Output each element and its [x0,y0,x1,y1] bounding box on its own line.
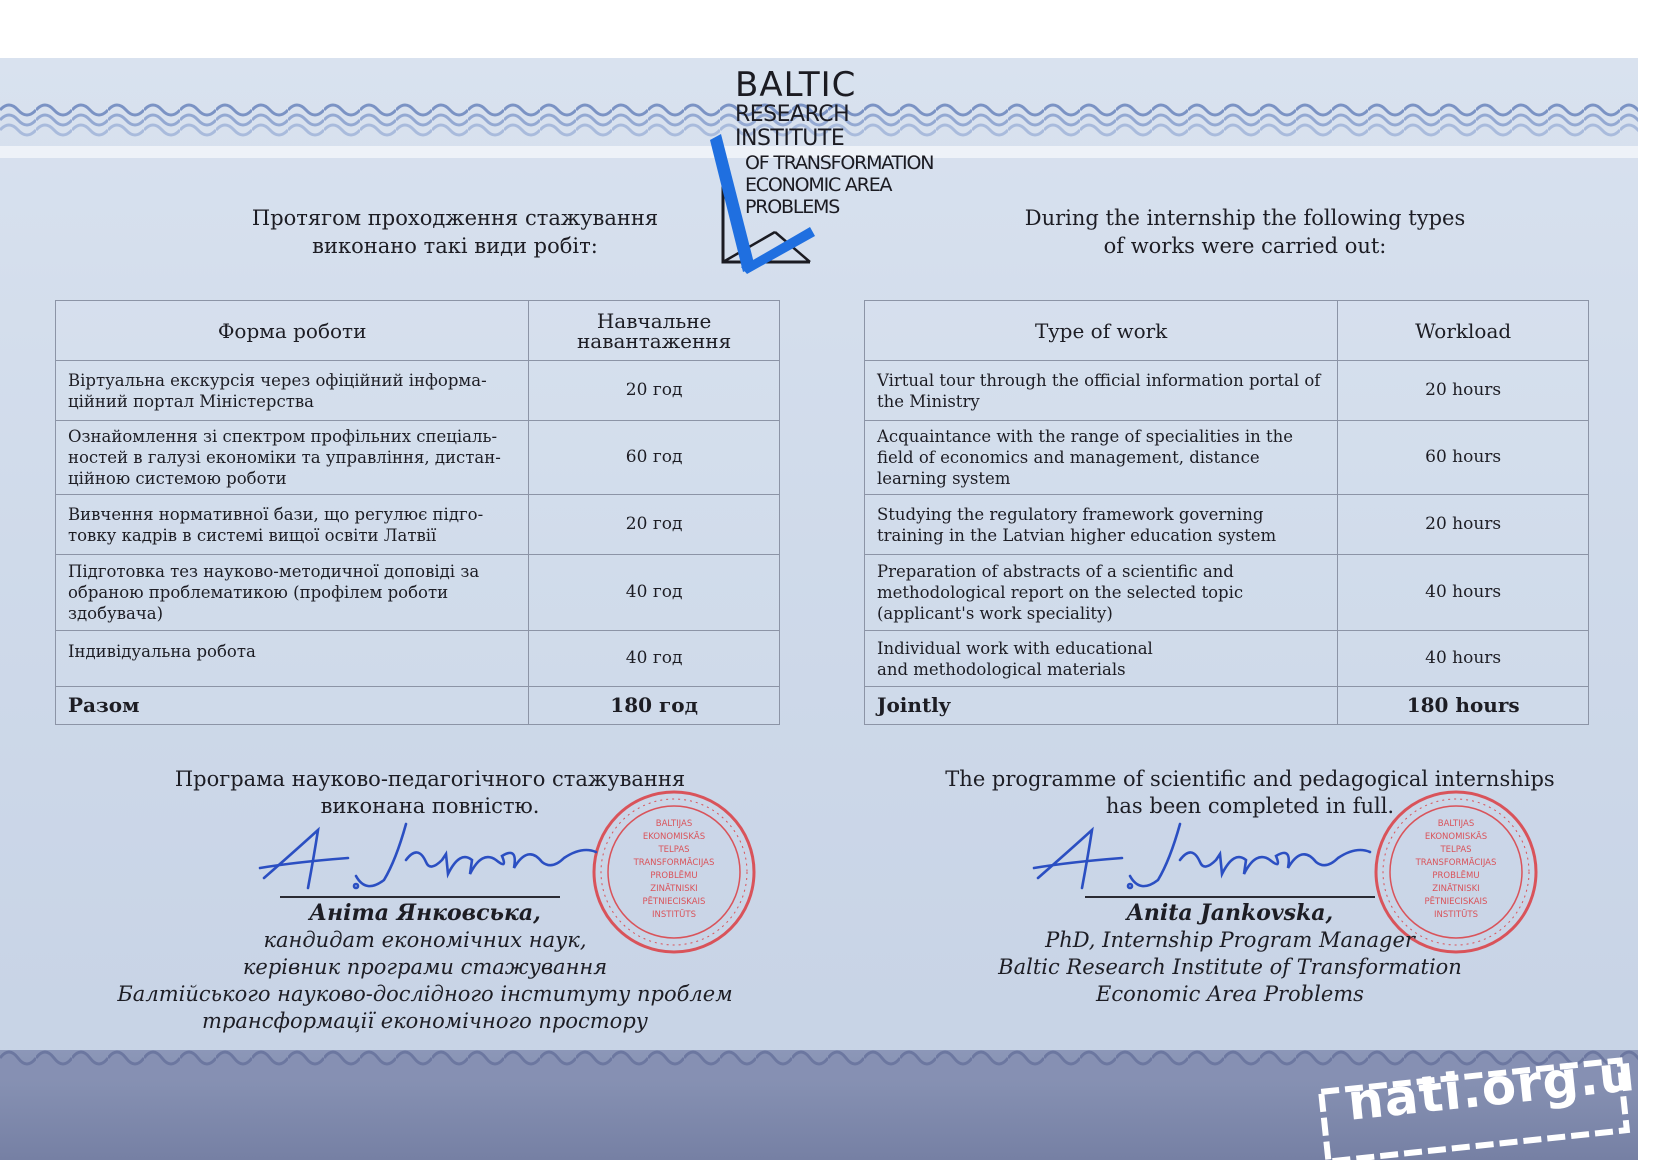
logo-line-6: PROBLEMS [745,196,840,218]
row-5-description [865,631,1338,687]
row-1-line-1: Virtual tour through the official information portal of [877,370,1321,390]
right-signer-role-3: Economic Area Problems [1096,982,1364,1006]
total-label: Jointly [865,687,1338,725]
left-completion-line-1: Програма науково-педагогічного стажування [174,767,686,791]
right-handwritten-signature [1030,810,1380,900]
stamp-line-6: ZINĀTNISKI [650,884,698,894]
table-row [865,421,1589,495]
row-1-line-2: ційний портал Міністерства [68,391,314,411]
row-5-workload: 40 год [529,631,780,687]
left-handwritten-signature [256,810,606,900]
top-margin [0,0,1638,58]
left-intro-heading [130,204,780,260]
right-completion-line-1: The programme of scientific and pedagogical internships [945,767,1555,791]
header-work-form: Форма роботи [56,301,529,361]
row-2-line-2: field of economics and management, distance [877,448,1260,467]
stamp-line-8: INSTITŪTS [652,910,696,920]
right-completion-line-2: has been completed in full. [1105,794,1395,818]
table-row [865,631,1589,687]
stamp-line-1: BALTIJAS [1437,819,1475,829]
table-row [56,361,780,421]
row-2-line-1: Ознайомлення зі спектром профільних спеціаль- [68,427,498,446]
header-workload [529,301,780,361]
logo-line-3: INSTITUTE [735,126,845,151]
stamp-line-1: BALTIJAS [655,819,693,829]
row-2-line-2: ностей в галузі економіки та управління, дистан- [68,448,501,467]
stamp-line-5: PROBLĒMU [1432,871,1480,881]
left-intro-line-2: виконано такі види робіт: [312,234,598,258]
logo-line-5: ECONOMIC AREA [745,174,892,196]
row-2-description [56,421,529,495]
row-3-line-1: Вивчення нормативної бази, що регулює підго- [68,504,484,524]
right-signer-role-2: Baltic Research Institute of Transformation [998,955,1462,979]
table-row [56,555,780,631]
row-5-workload: 40 hours [1338,631,1589,687]
stamp-line-4: TRANSFORMĀCIJAS [633,858,715,868]
header-type-of-work: Type of work [865,301,1338,361]
right-intro-line-2: of works were carried out: [1103,234,1387,258]
row-3-description [865,495,1338,555]
row-1-description [56,361,529,421]
row-3-workload: 20 год [529,495,780,555]
stamp-line-7: PĒTNIECISKAIS [642,897,706,907]
row-5-description [56,631,529,687]
left-signer-name: Аніта Янковська, [309,900,541,926]
left-completion-line-2: виконана повністю. [320,794,540,818]
right-intro-heading [920,204,1570,260]
logo-line-4: OF TRANSFORMATION [745,152,934,174]
left-signer-role-3: Балтійського науково-дослідного інституту проблем [117,982,733,1006]
left-signer-role-4: трансформації економічного простору [202,1009,648,1033]
row-4-line-1: Підготовка тез науково-методичної доповіді за [68,562,480,581]
row-4-line-2: обраною проблематикою (профілем роботи [68,583,449,602]
left-signer-block [90,900,760,1035]
table-row [56,421,780,495]
row-3-description [56,495,529,555]
row-3-line-1: Studying the regulatory framework governing [877,504,1264,524]
stamp-line-6: ZINĀTNISKI [1432,884,1480,894]
row-4-line-3: (applicant's work speciality) [877,604,1113,623]
row-3-line-2: training in the Latvian higher education system [877,525,1277,545]
table-row [56,495,780,555]
table-row [865,495,1589,555]
right-signer-role-1: PhD, Internship Program Manager [1045,928,1415,952]
row-1-workload: 20 год [529,361,780,421]
table-row [56,631,780,687]
table-header-row [865,301,1589,361]
row-4-workload: 40 hours [1338,555,1589,631]
stamp-line-5: PROBLĒMU [650,871,698,881]
row-4-description [56,555,529,631]
row-2-workload: 60 hours [1338,421,1589,495]
table-header-row [56,301,780,361]
header-workload-text: Навчальне навантаження [576,308,732,353]
stamp-line-2: EKONOMISKĀS [642,832,706,842]
row-2-line-3: ційною системою роботи [68,469,287,488]
header-workload: Workload [1338,301,1589,361]
total-label: Разом [56,687,529,725]
row-3-workload: 20 hours [1338,495,1589,555]
row-5-line-1: Індивідуальна робота [68,642,256,661]
row-1-description [865,361,1338,421]
row-5-line-1: Individual work with educational [877,638,1153,658]
logo-line-1: BALTIC [735,65,857,105]
stamp-line-8: INSTITŪTS [1434,910,1478,920]
row-1-workload: 20 hours [1338,361,1589,421]
left-intro-line-1: Протягом проходження стажування [251,206,659,230]
row-4-workload: 40 год [529,555,780,631]
stamp-line-3: TELPAS [658,845,690,855]
row-4-line-1: Preparation of abstracts of a scientific and [877,562,1234,581]
left-works-table [55,300,780,725]
total-value: 180 hours [1338,687,1589,725]
row-4-description [865,555,1338,631]
right-signature-line [1085,896,1375,898]
table-row [865,361,1589,421]
stamp-line-2: EKONOMISKĀS [1424,832,1488,842]
row-2-line-3: learning system [877,469,1011,488]
row-2-workload: 60 год [529,421,780,495]
stamp-line-4: TRANSFORMĀCIJAS [1415,858,1497,868]
right-intro-line-1: During the internship the following types [1024,206,1466,230]
table-total-row [865,687,1589,725]
row-3-line-2: товку кадрів в системі вищої освіти Латвії [68,525,437,545]
logo-line-2: RESEARCH [735,102,850,127]
left-signature-line [280,896,560,898]
row-2-line-1: Acquaintance with the range of specialities in the [877,427,1294,446]
site-watermark [1318,1040,1673,1156]
row-4-line-2: methodological report on the selected topic [877,583,1244,602]
stamp-line-7: PĒTNIECISKAIS [1424,897,1488,907]
table-row [865,555,1589,631]
left-signer-role-2: керівник програми стажування [242,955,608,979]
row-4-line-3: здобувача) [68,604,164,623]
table-total-row [56,687,780,725]
row-5-line-2: and methodological materials [877,659,1126,679]
row-1-line-2: the Ministry [877,391,980,411]
watermark-text: nati.org.ua [1344,1040,1673,1132]
stamp-line-3: TELPAS [1440,845,1472,855]
left-signer-role-1: кандидат економічних наук, [263,928,587,952]
right-signer-block [960,900,1500,1008]
right-works-table [864,300,1589,725]
total-value: 180 год [529,687,780,725]
right-signer-name: Anita Jankovska, [1126,900,1334,926]
row-1-line-1: Віртуальна екскурсія через офіційний інформа- [68,370,487,390]
row-2-description [865,421,1338,495]
